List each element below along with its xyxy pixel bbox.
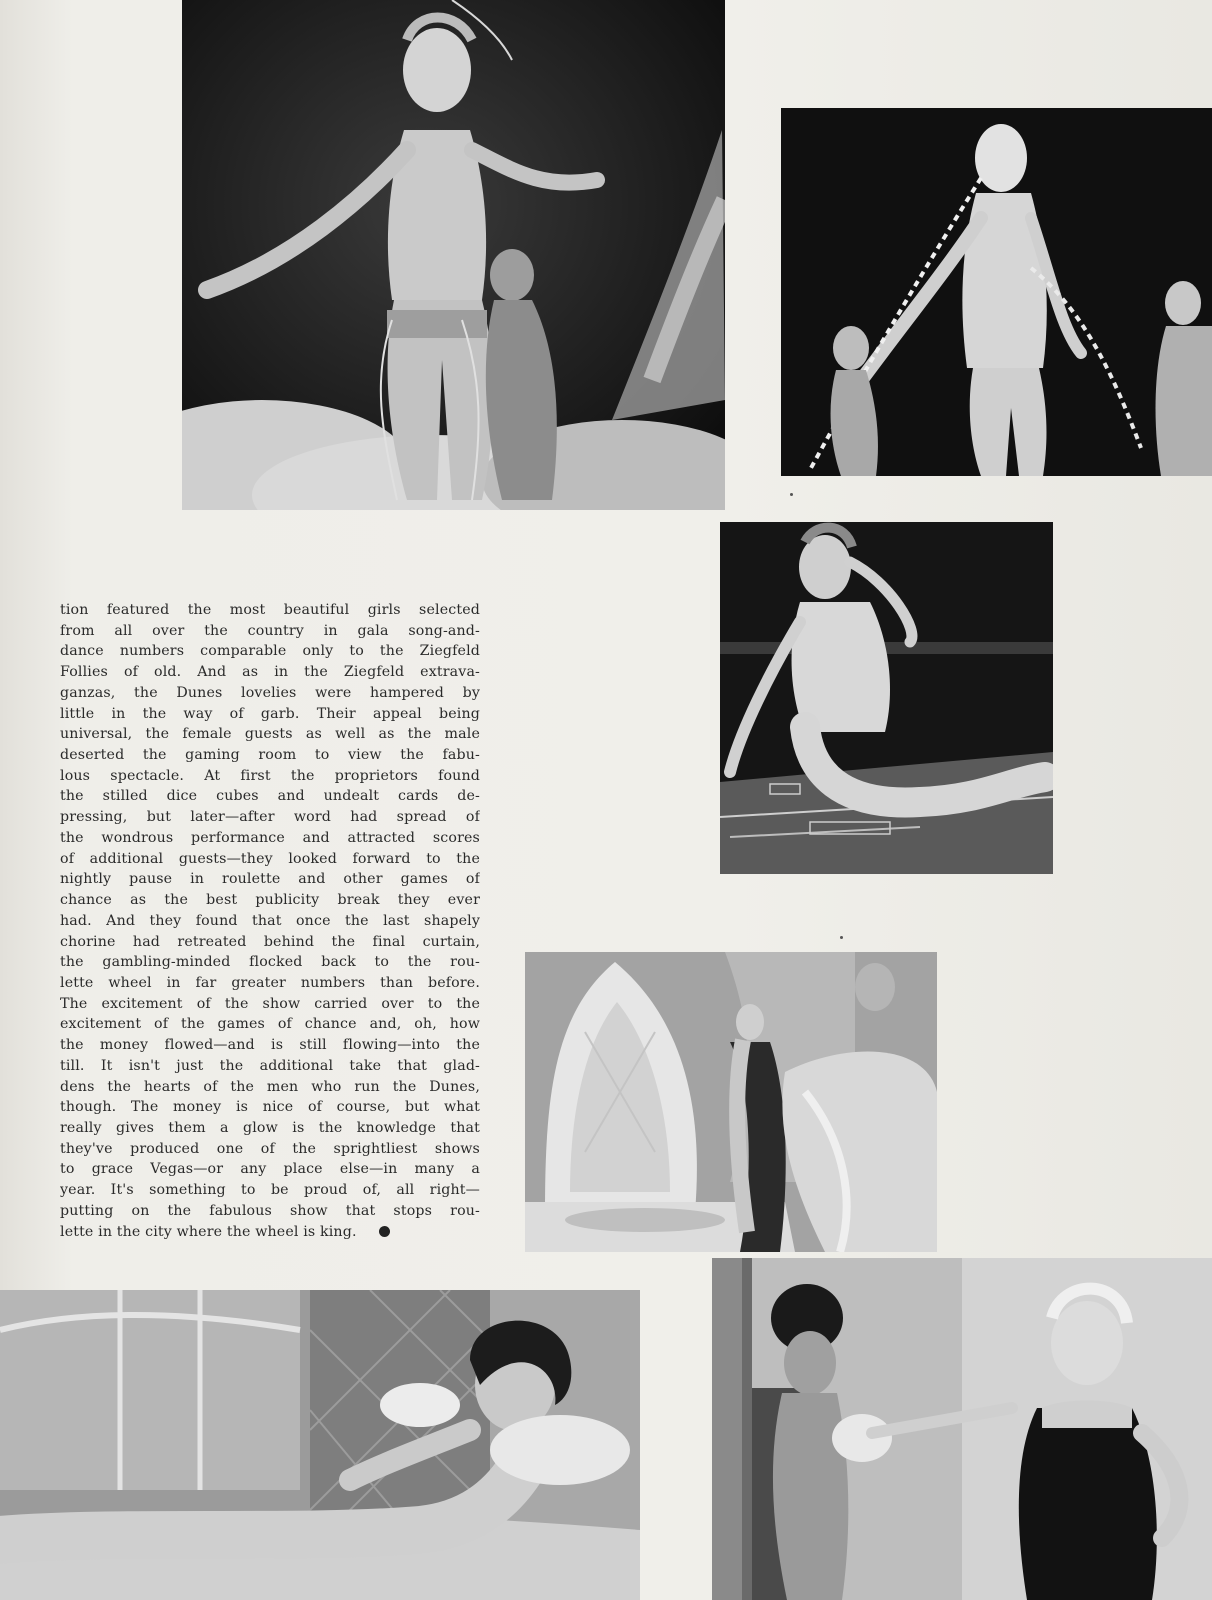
article-line: the wondrous performance and attracted scores [60,829,480,846]
article-line: dens the hearts of the men who run the Dunes, [60,1078,480,1095]
article-line: of additional guests—they looked forward to the [60,850,480,867]
photo-craps-table-pose [720,522,1053,874]
article-line: the stilled dice cubes and undealt cards de- [60,788,480,805]
article-line: to grace Vegas—or any place else—in many a [60,1161,480,1178]
article-last-line [60,1222,480,1243]
article-line: chance as the best publicity break they ever [60,892,480,909]
article-line: The excitement of the show carried over to the [60,995,480,1012]
article-body [60,600,480,1242]
print-speck [840,936,843,939]
article-line: deserted the gaming room to view the fabu- [60,747,480,764]
article-line: lette in the city where the wheel is king. [60,1223,357,1240]
article-line: though. The money is nice of course, but what [60,1099,480,1116]
article-line: they've produced one of the sprightliest shows [60,1140,480,1157]
photo-showgirl-headdress [182,0,725,510]
photo-reclining-woman [0,1290,640,1600]
article-line: the gambling-minded flocked back to the rou- [60,954,480,971]
article-line: chorine had retreated behind the final curtain, [60,933,480,950]
article-line: had. And they found that once the last shapely [60,912,480,929]
article-line: ganzas, the Dunes lovelies were hampered by [60,684,480,701]
article-line: really gives them a glow is the knowledge that [60,1119,480,1136]
article-line: dance numbers comparable only to the Ziegfeld [60,643,480,660]
photo-dressing-room [712,1258,1212,1600]
article-line: year. It's something to be proud of, all right— [60,1182,480,1199]
article-line: tion featured the most beautiful girls selected [60,602,480,618]
article-line: lous spectacle. At first the proprietors found [60,767,480,784]
print-speck [790,493,793,496]
article-line: lette wheel in far greater numbers than before. [60,974,480,991]
article-line: nightly pause in roulette and other games of [60,871,480,888]
article-line: putting on the fabulous show that stops rou- [60,1202,480,1219]
article-line: Follies of old. And as in the Ziegfeld extrava- [60,664,480,681]
article-line: from all over the country in gala song-and- [60,622,480,639]
article-line: pressing, but later—after word had spread of [60,809,480,826]
end-of-article-bullet-icon [379,1226,390,1237]
article-line: universal, the female guests as well as the male [60,726,480,743]
photo-ornate-bed-dancers [525,952,937,1252]
article-line: the money flowed—and is still flowing—into the [60,1037,480,1054]
photo-beaded-dancer [781,108,1212,476]
article-line: little in the way of garb. Their appeal being [60,705,480,722]
article-line: excitement of the games of chance and, oh, how [60,1016,480,1033]
article-line: till. It isn't just the additional take that glad- [60,1057,480,1074]
